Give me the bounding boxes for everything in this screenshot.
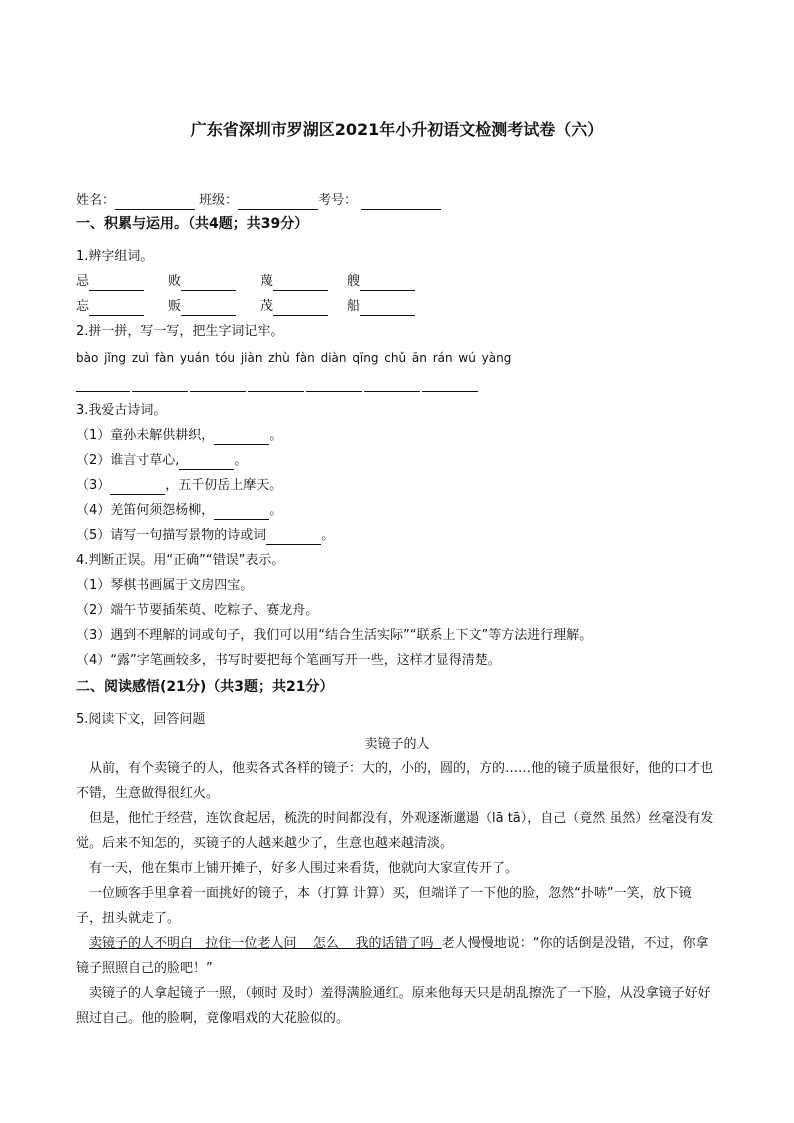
q2-pinyin: bào jǐng zuì fàn yuán tóu jiàn zhù fàn diàn qīng chǔ ān rán wú yàng	[76, 351, 512, 365]
q1-item: 茂	[260, 298, 328, 316]
name-label: 姓名：	[76, 193, 116, 208]
number-blank	[361, 195, 441, 210]
q4-item: （3）遇到不理解的词或句子，我们可以用“结合生活实际”“联系上下文”等方法进行理解。	[76, 628, 593, 643]
fill-punctuation-underline: 卖镜子的人不明白 拉住一位老人问 怎么 我的话错了吗	[89, 936, 442, 951]
q1-prompt: 1.辨字组词。	[76, 249, 154, 264]
student-info-line	[76, 192, 441, 210]
q1-item: 败	[168, 273, 236, 291]
name-blank	[115, 195, 195, 210]
q3-item: （4）羌笛何须怨杨柳， 。	[76, 503, 283, 518]
number-label: 考号：	[318, 193, 358, 208]
q1-item: 忌	[76, 273, 144, 291]
q3-item: （3） ，五千仞岳上摩天。	[76, 478, 283, 493]
q2-answer-blanks	[76, 374, 478, 392]
story-paragraph: 从前，有个卖镜子的人，他卖各式各样的镜子：大的，小的，圆的，方的……他的镜子质量很好，他的口才也不错，生意做得很红火。	[76, 761, 714, 801]
q4-item: （2）端午节要插茱萸、吃粽子、赛龙舟。	[76, 603, 319, 618]
section-2-heading: 二、阅读感悟(21分)（共3题；共21分）	[76, 679, 334, 695]
q3-item: （5）请写一句描写景物的诗或词 。	[76, 528, 335, 543]
q2-prompt: 2.拼一拼，写一写，把生字词记牢。	[76, 324, 284, 339]
story-title: 卖镜子的人	[364, 737, 430, 752]
story-paragraph: 卖镜子的人拿起镜子一照，（顿时 及时）羞得满脸通红。原来他每天只是胡乱擦洗了一下脸，从没拿镜子好好照过自己。他的脸啊，竟像唱戏的大花脸似的。	[76, 986, 711, 1026]
q5-prompt: 5.阅读下文，回答问题	[76, 712, 206, 727]
q1-item: 贩	[168, 298, 236, 316]
story-paragraph: 有一天，他在集市上铺开摊子，好多人围过来看货，他就向大家宣传开了。	[89, 861, 519, 876]
section-1-heading: 一、积累与运用。（共4题；共39分）	[76, 216, 309, 232]
q1-item: 蔑	[260, 273, 328, 291]
q1-item: 艘	[347, 273, 415, 291]
q1-item: 忘	[76, 298, 144, 316]
q4-item: （1）琴棋书画属于文房四宝。	[76, 578, 254, 593]
story-paragraph: 但是，他忙于经营，连饮食起居，梳洗的时间都没有，外观逐渐邋遢（lā tā），自己（竟然 虽然）丝毫没有发觉。后来不知怎的，买镜子的人越来越少了，生意也越来越清淡。	[76, 811, 714, 851]
q3-prompt: 3.我爱古诗词。	[76, 403, 167, 418]
story-paragraph: 卖镜子的人不明白 拉住一位老人问 怎么 我的话错了吗 老人慢慢地说：“你的话倒是没错，不过，你拿镜子照照自己的脸吧！”	[76, 936, 709, 976]
q1-item: 船	[347, 298, 415, 316]
exam-title: 广东省深圳市罗湖区2021年小升初语文检测考试卷（六）	[190, 120, 604, 139]
q4-prompt: 4.判断正误。用“正确”“错误”表示。	[76, 553, 285, 568]
class-blank	[238, 195, 318, 210]
class-label: 班级：	[199, 193, 239, 208]
q3-item: （1）童孙未解供耕织， 。	[76, 428, 283, 443]
q4-item: （4）“露”字笔画较多，书写时要把每个笔画写开一些，这样才显得清楚。	[76, 653, 501, 668]
story-paragraph: 一位顾客手里拿着一面挑好的镜子，本（打算 计算）买，但端详了一下他的脸，忽然“扑哧”一笑，放下镜子，扭头就走了。	[76, 886, 692, 926]
q3-item: （2）谁言寸草心, 。	[76, 453, 248, 468]
